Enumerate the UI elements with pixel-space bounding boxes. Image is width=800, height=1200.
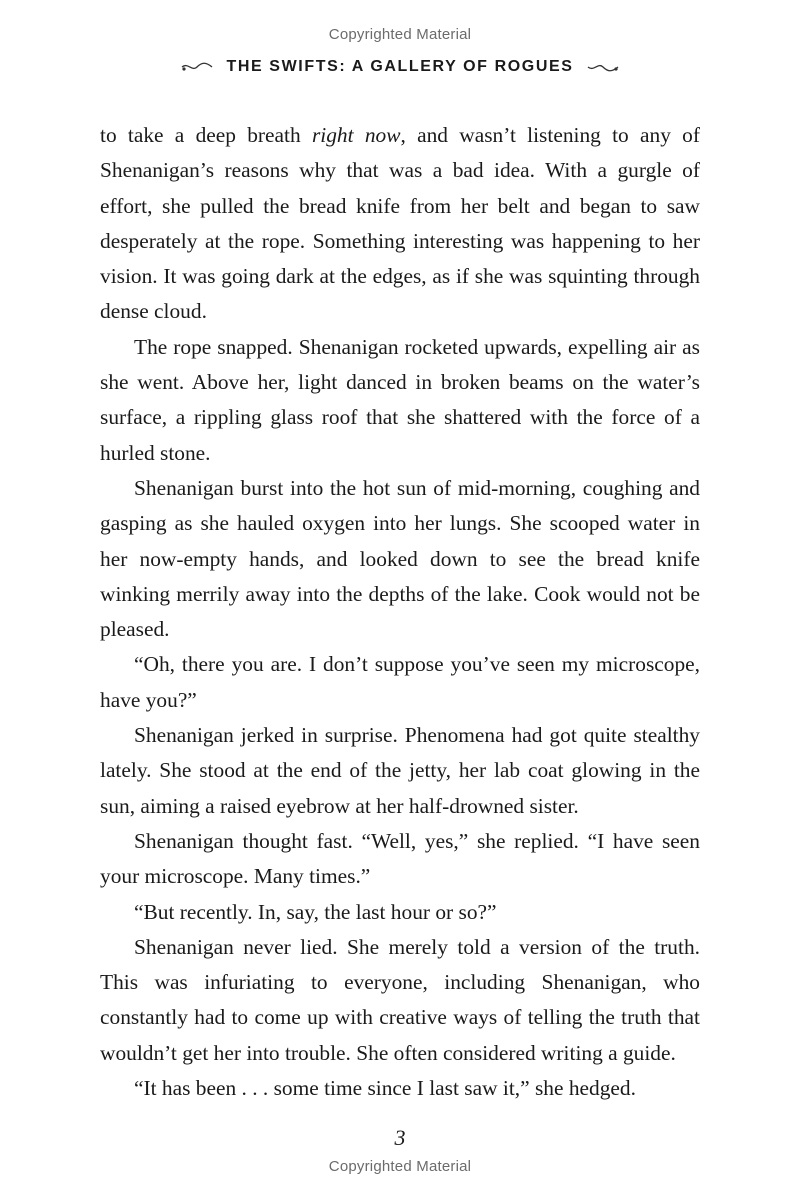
page-number: 3	[394, 1125, 406, 1150]
paragraph-1-start: to take a deep breath	[100, 123, 312, 147]
paragraph-1-emphasis: right now	[311, 123, 401, 147]
running-head-title: THE SWIFTS: A GALLERY OF ROGUES	[226, 58, 574, 75]
paragraph-5: Shenanigan jerked in surprise. Phenomena had got quite stealthy lately. She stood at the end of the jetty, her lab coat glowing in the sun, aiming a raised eyebrow at her half-drowned sister.	[100, 723, 700, 818]
copyright-watermark-bottom: Copyrighted Material	[328, 1158, 472, 1175]
flourish-right-icon	[586, 60, 620, 74]
paragraph-7: “But recently. In, say, the last hour or so?”	[134, 899, 497, 924]
flourish-left-icon	[180, 60, 214, 74]
running-head	[0, 58, 800, 76]
paragraph-1-rest: , and wasn’t listening to any of Shenanigan’s reasons why that was a bad idea. With a gurgle of effort, she pulled the bread knife from her belt and began to saw desperately at the rope. Something interesting was happening to her vision. It was going dark at the edges, as if she was squinting through dense cloud.	[100, 123, 701, 324]
paragraph-3: Shenanigan burst into the hot sun of mid-morning, coughing and gasping as she hauled oxygen into her lungs. She scooped water in her now-empty hands, and looked down to see the bread knife winking merrily away into the depths of the lake. Cook would not be pleased.	[100, 475, 700, 642]
paragraph-9: “It has been . . . some time since I last saw it,” she hedged.	[134, 1076, 636, 1101]
paragraph-8: Shenanigan never lied. She merely told a version of the truth. This was infuriating to everyone, including Shenanigan, who constantly had to come up with creative ways of telling the truth that wouldn’t get her into trouble. She often considered writing a guide.	[100, 934, 700, 1065]
paragraph-2: The rope snapped. Shenanigan rocketed upwards, expelling air as she went. Above her, light danced in broken beams on the water’s surface, a rippling glass roof that she shattered with the force of a hurled stone.	[100, 334, 700, 465]
paragraph-1	[100, 118, 700, 330]
body-text	[100, 118, 700, 1106]
paragraph-6: Shenanigan thought fast. “Well, yes,” she replied. “I have seen your microscope. Many times.”	[100, 828, 700, 889]
copyright-watermark-top: Copyrighted Material	[328, 26, 472, 43]
paragraph-4: “Oh, there you are. I don’t suppose you’ve seen my microscope, have you?”	[100, 652, 700, 712]
